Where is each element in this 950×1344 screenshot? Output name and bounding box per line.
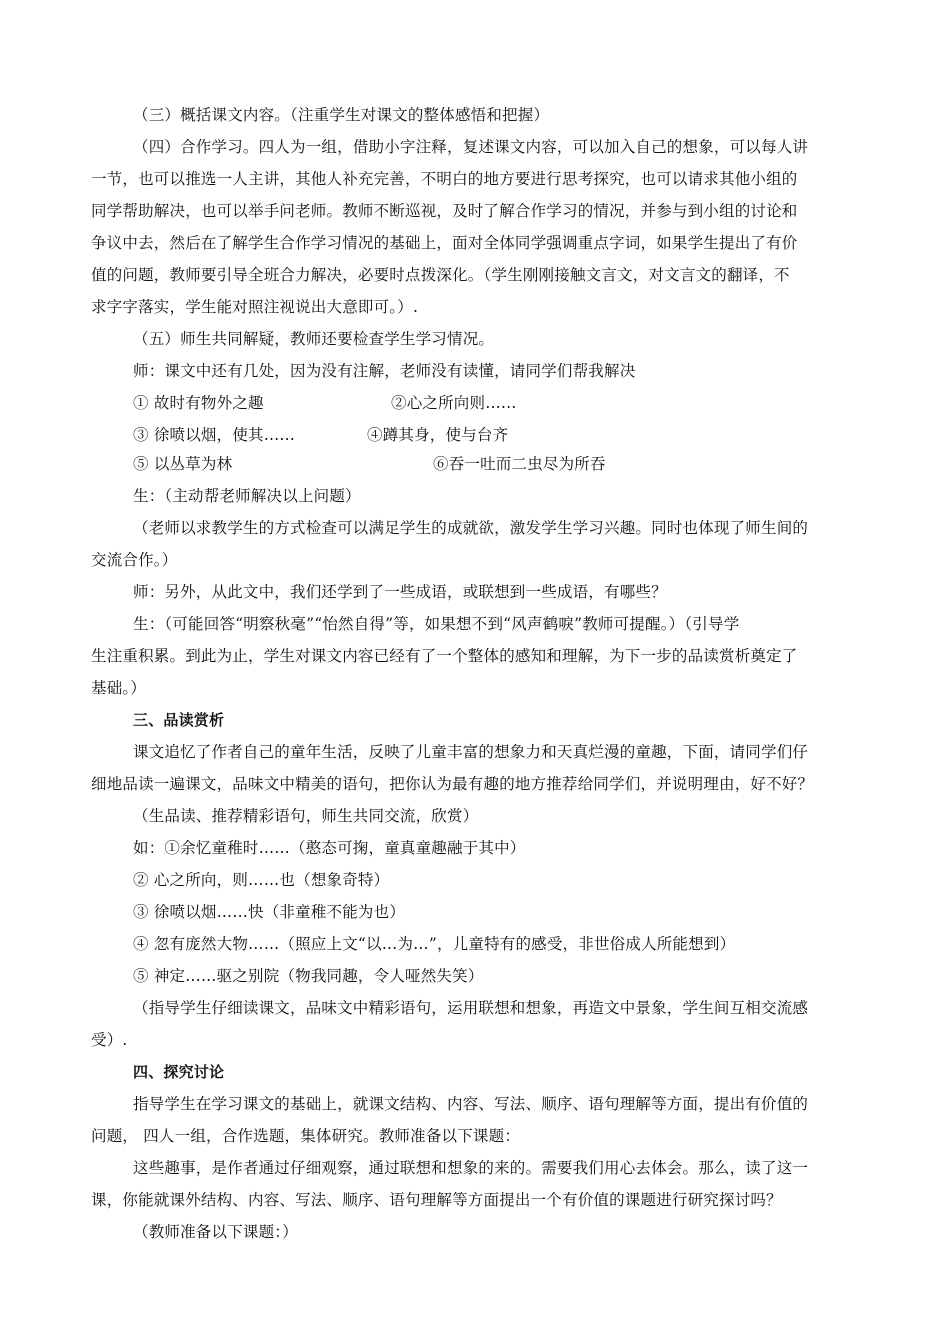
list-row — [133, 388, 553, 419]
paragraph-line: 一节，也可以推选一人主讲，其他人补充完善，不明白的地方要进行思考探究，也可以请求其他小组的 — [91, 170, 798, 188]
paragraph-line: 争议中去，然后在了解学生合作学习情况的基础上，面对全体同学强调重点字词，如果学生提出了有价 — [91, 234, 798, 252]
paragraph-line: （指导学生仔细读课文，品味文中精彩语句，运用联想和想象，再造文中景象，学生间互相交流感 — [133, 999, 809, 1017]
paragraph-line: 生：（可能回答“明察秋毫”“怡然自得”等，如果想不到“风声鹤唳”教师可提醒。）（引导学 — [133, 615, 740, 633]
list-item: ②心之所向则…… — [391, 394, 517, 412]
paragraph-line: （四）合作学习。四人为一组，借助小字注释，复述课文内容，可以加入自己的想象，可以每人讲 — [133, 138, 809, 156]
paragraph-line: 课文追忆了作者自己的童年生活，反映了儿童丰富的想象力和天真烂漫的童趣，下面，请同学们仔 — [133, 743, 809, 761]
paragraph-line: 师：另外，从此文中，我们还学到了一些成语，或联想到一些成语，有哪些？ — [133, 583, 667, 601]
paragraph-line: （教师准备以下课题：） — [133, 1223, 298, 1241]
paragraph-line: 指导学生在学习课文的基础上，就课文结构、内容、写法、顺序、语句理解等方面，提出有价值的 — [133, 1095, 809, 1113]
section-heading: 四、探究讨论 — [133, 1063, 225, 1081]
paragraph-line: 基础。） — [91, 679, 147, 697]
paragraph-line: （五）师生共同解疑，教师还要检查学生学习情况。 — [133, 330, 495, 348]
list-item: ⑥吞一吐而二虫尽为所吞 — [433, 455, 606, 473]
paragraph-line: 受）. — [91, 1031, 128, 1049]
list-row — [133, 449, 653, 480]
paragraph-line: ② 心之所向，则……也（想象奇特） — [133, 871, 390, 889]
paragraph-line: 师：课文中还有几处，因为没有注解，老师没有读懂，请同学们帮我解决 — [133, 362, 636, 380]
paragraph-line: 值的问题，教师要引导全班合力解决，必要时点拨深化。（学生刚刚接触文言文，对文言文的翻译，不 — [91, 266, 790, 284]
paragraph-line: （三）概括课文内容。（注重学生对课文的整体感悟和把握） — [133, 106, 550, 124]
paragraph-line: ③ 徐喷以烟……快（非童稚不能为也） — [133, 903, 406, 921]
paragraph-line: （老师以求教学生的方式检查可以满足学生的成就欲，激发学生学习兴趣。同时也体现了师生间的 — [133, 519, 809, 537]
paragraph-line: 生：（主动帮老师解决以上问题） — [133, 487, 361, 505]
list-row — [133, 420, 553, 451]
paragraph-line: ④ 忽有庞然大物……（照应上文“以…为…”，儿童特有的感受，非世俗成人所能想到） — [133, 935, 736, 953]
paragraph-line: ⑤ 神定……驱之别院（物我同趣，令人哑然失笑） — [133, 967, 484, 985]
paragraph-line: （生品读、推荐精彩语句，师生共同交流，欣赏） — [133, 807, 479, 825]
list-item: ④蹲其身，使与台齐 — [367, 426, 509, 444]
paragraph-line: 细地品读一遍课文，品味文中精美的语句，把你认为最有趣的地方推荐给同学们，并说明理由，好不好？ — [91, 775, 814, 793]
list-item: ③ 徐喷以烟，使其…… — [133, 426, 296, 444]
paragraph-line: 生注重积累。到此为止，学生对课文内容已经有了一个整体的感知和理解，为下一步的品读赏析奠定了 — [91, 647, 798, 665]
paragraph-line: 问题， 四人一组，合作选题，集体研究。教师准备以下课题： — [91, 1127, 521, 1145]
paragraph-line: 这些趣事，是作者通过仔细观察，通过联想和想象的来的。需要我们用心去体会。那么，读了这一 — [133, 1159, 809, 1177]
paragraph-line: 如：①余忆童稚时……（憨态可掬，童真童趣融于其中） — [133, 839, 526, 857]
list-item: ① 故时有物外之趣 — [133, 394, 264, 412]
section-heading: 三、品读赏析 — [133, 711, 225, 729]
paragraph-line: 同学帮助解决，也可以举手问老师。教师不断巡视，及时了解合作学习的情况，并参与到小组的讨论和 — [91, 202, 798, 220]
list-item: ⑤ 以丛草为林 — [133, 455, 233, 473]
paragraph-line: 求字字落实，学生能对照注视说出大意即可。）. — [91, 298, 419, 316]
paragraph-line: 交流合作。） — [91, 551, 178, 569]
paragraph-line: 课，你能就课外结构、内容、写法、顺序、语句理解等方面提出一个有价值的课题进行研究探讨吗？ — [91, 1191, 782, 1209]
